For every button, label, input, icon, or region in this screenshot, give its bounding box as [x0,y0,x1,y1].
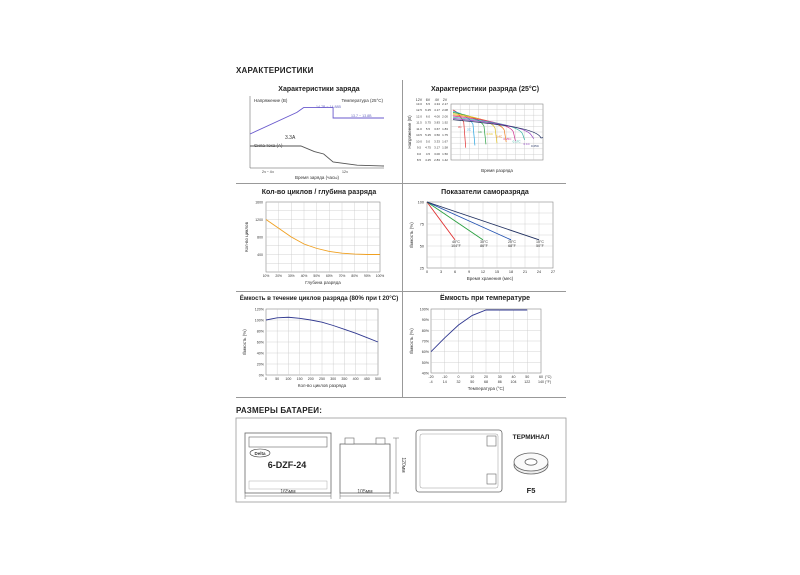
x-tick-label: -20 [428,375,434,379]
capacity-cycles-chart [236,293,402,395]
y-axis-label: Кол-во циклов [244,222,249,252]
y-axis-label: Напряжение (В) [407,115,412,149]
characteristics-heading: ХАРАКТЕРИСТИКИ [236,66,314,75]
x-tick-label: 350 [341,377,348,381]
x-tick-label: 0 [425,270,429,274]
x-tick-label: 300 [330,377,337,381]
y-tick-label: 80% [421,328,429,333]
y-tick-label: 90% [421,318,429,323]
y-tick-label: 1.83 [442,126,448,131]
x-tick-label: 30 [497,375,502,379]
series-label: 30°C [479,239,489,244]
x-tick-label: 10 [470,375,475,379]
x-tick-label: 80% [351,274,358,278]
y-tick-label: 1.67 [442,139,448,144]
x-tick-label: 450 [363,377,370,381]
series-label: 0.17C [512,139,521,144]
y-tick-label: 120% [254,307,264,312]
current-series [250,146,384,166]
y-tick-label: 1.92 [442,120,448,125]
x-tick-label: 9 [467,270,471,274]
y-tick-label: 1200 [255,218,263,222]
y-tick-label: 100% [254,318,264,323]
x-tick-label: 100% [375,274,385,278]
y-tick-label: 40% [421,371,429,376]
x-tick-label: 90% [364,274,371,278]
cycles-depth-chart [236,186,402,290]
height-label: 120мм [400,457,406,473]
y-tick-label: 1600 [255,200,263,205]
chart-title: Ёмкость в течение циклов разряда (80% при t 20°C) [239,295,399,302]
x-tick-label: 100 [285,377,292,381]
y-tick-label: 3.00 [434,151,440,156]
y-tick-label: 4.25 [425,158,431,162]
y-tick-label: 13.0 [416,102,422,106]
terminal-type: F5 [526,486,536,495]
y-tick-label: 5.5 [425,126,431,131]
y-tick-label: 3.67 [434,126,440,131]
y-tick-label: 6.0 [425,114,431,119]
y-tick-label: 9.5 [416,145,422,150]
x-tick-label: 12 [480,270,486,274]
x-tick-label: 250 [319,377,325,381]
y-tick-label: 6.25 [425,108,431,113]
x-tick-label: 20% [275,274,282,278]
x-tick-label: 150 [296,377,303,381]
x-tick-label: 40 [511,375,516,379]
y-tick-label: 1.50 [442,151,448,156]
y-tick-label: 100 [417,200,424,205]
capacity-temperature-chart [405,293,565,395]
x-tick-label: 21 [522,270,528,274]
dimensions-panel [236,418,566,502]
x-tick-label: 30% [288,274,295,278]
y-tick-label: 4.00 [434,114,440,119]
brand-logo-text: Delta [254,451,266,456]
x-tick-label: 50% [313,274,320,278]
x-axis-label: Глубина разряда [305,280,341,285]
series-label: 50°F [536,243,544,248]
y-tick-label: 80% [256,329,264,334]
y-tick-label: 4.34 [434,102,440,106]
chart-title: Показатели саморазряда [441,189,529,196]
y-tick-label: 4.75 [425,145,431,150]
series-label: 0.6C [486,132,493,137]
y-tick-label: 800 [257,235,263,240]
x-unit-label: (°F) [545,380,552,384]
battery-top-view [416,430,502,492]
y-tick-label: 10.5 [416,133,422,138]
grid-divider [236,291,566,292]
x-tick-label: 70% [338,274,346,278]
x-axis-label: Время разряда [481,168,513,173]
temperature-label: Температура (25°C) [341,98,383,103]
x-tick-label: 40% [300,274,308,278]
series-label: 0.25C [503,137,512,141]
x-tick-label: 200 [307,377,314,381]
x-tick-label: 0 [265,377,267,381]
x-axis-label: Кол-во циклов разряда [297,383,347,388]
y-tick-label: 75 [419,222,424,227]
x-tick-label: 104 [510,380,517,384]
x-tick-label: -10 [442,375,448,379]
y-tick-label: 2.08 [442,108,448,113]
y-tick-label: 12.5 [416,108,422,113]
y-tick-label: 2.83 [434,158,440,162]
y-tick-label: 25 [419,266,424,271]
current-value-label: 3.3A [285,135,296,141]
x-tick-label: 140 [538,380,544,384]
y-tick-label: 2.17 [442,102,448,106]
length-label: 165мм [280,489,296,495]
y-tick-label: 1.75 [442,133,448,138]
discharge-chart [405,82,565,182]
y-tick-label: 8.5 [416,158,422,162]
series-label: 10°C [535,239,545,244]
y-axis-label: Ёмкость (%) [409,222,414,248]
x-tick-label: 122 [524,380,531,384]
x-tick-label: 0 [457,375,460,379]
model-label: 6-DZF-24 [267,460,307,470]
voltage-label: Напряжение (В) [254,98,288,103]
y-tick-label: 9.0 [416,151,422,156]
grid-divider [236,183,566,184]
high-voltage-label: 14.7В ~ 14.88В [316,105,341,109]
series-label: 3C [457,125,462,129]
width-label: 105мм [357,489,373,495]
x-tick-label: 20 [484,375,488,379]
series-label: 20°C [507,239,517,244]
x-axis-label: Время хранения (мес) [466,276,514,281]
y-tick-label: 3.83 [434,120,440,125]
x-tick-label: 68 [484,380,488,384]
chart-title: Характеристики заряда [278,86,360,93]
y-tick-label: 1.42 [442,158,448,162]
x-axis-label: Время заряда (часы) [295,175,339,180]
x-tick-label: 500 [375,377,381,381]
y-tick-label: 5.0 [425,139,431,144]
series-label: 0.05C [530,144,539,149]
y-tick-label: 1.58 [442,145,448,150]
terminal-title: ТЕРМИНАЛ [512,434,550,441]
x-tick-label: 50 [470,380,475,384]
float-voltage-label: 13.7 ~ 13.8В [351,114,372,118]
y-tick-label: 4.17 [434,108,440,113]
y-tick-label: 5.75 [425,120,431,125]
series-label: 40°C [451,239,461,244]
chart-title: Кол-во циклов / глубина разряда [261,189,377,196]
y-tick-label: 12.0 [416,114,422,119]
series-label: 0.4C [495,134,503,139]
battery-front-view [245,433,331,499]
current-label: Сила тока (А) [254,143,283,148]
time-tick: 2ч ~ 4ч [262,170,274,174]
y-tick-label: 3.33 [434,139,440,144]
x-tick-label: -4 [429,380,433,384]
y-tick-label: 5.25 [425,133,431,138]
self-discharge-chart [405,186,565,290]
column-header: 6V [425,98,431,102]
battery-side-view [340,438,406,499]
grid-divider [402,80,403,397]
y-tick-label: 40% [256,351,264,356]
y-tick-label: 3.17 [434,145,440,150]
x-tick-label: 6 [453,270,457,274]
y-tick-label: 3.50 [434,133,440,138]
y-tick-label: 60% [421,350,429,355]
x-tick-label: 32 [456,380,461,384]
y-tick-label: 20% [256,362,264,367]
y-tick-label: 10.0 [416,139,422,144]
y-tick-label: 400 [257,253,263,257]
x-tick-label: 27 [550,270,556,274]
grid-divider [236,397,566,398]
series-label: 2C [467,127,471,132]
series-label: 68°F [508,243,516,248]
column-header: 4V [434,98,440,102]
y-axis-label: Ёмкость (%) [242,329,247,355]
y-tick-label: 4.5 [425,151,431,156]
x-tick-label: 24 [536,270,542,274]
column-header: 2V [442,98,448,102]
chart-title: Характеристики разряда (25°C) [430,86,540,93]
y-tick-label: 2.00 [442,114,448,119]
x-tick-label: 15 [494,270,500,274]
x-tick-label: 3 [439,270,443,274]
x-tick-label: 400 [352,377,359,381]
y-tick-label: 100% [419,307,429,312]
x-unit-label: (°C) [545,375,552,379]
x-tick-label: 14 [442,380,447,384]
column-header: 12V [415,98,423,102]
x-tick-label: 10% [262,274,270,278]
y-tick-label: 11.5 [416,120,422,125]
series-label: 86°F [480,243,488,248]
y-tick-label: 50 [419,244,424,249]
series-label: 104°F [451,243,461,248]
y-tick-label: 70% [421,339,429,344]
time-tick: 12ч [342,170,348,174]
x-tick-label: 86 [497,380,502,384]
series-label: 0.1C [523,141,530,146]
y-tick-label: 6.5 [425,102,431,106]
dimensions-heading: РАЗМЕРЫ БАТАРЕИ: [236,406,323,415]
voltage-series [250,108,384,134]
x-axis-label: Температура (°C) [467,386,505,391]
x-tick-label: 50 [525,375,530,379]
charge-chart [236,82,402,182]
x-tick-label: 60% [326,274,333,278]
y-axis-label: Ёмкость (%) [409,328,414,354]
y-tick-label: 60% [256,340,264,345]
chart-title: Ёмкость при температуре [439,295,531,302]
x-tick-label: 18 [508,270,514,274]
x-tick-label: 60 [539,375,543,379]
y-tick-label: 0% [258,373,264,378]
x-tick-label: 50 [275,377,280,381]
y-tick-label: 50% [421,360,429,365]
y-tick-label: 11.0 [416,126,422,131]
series-label: 1C [478,129,482,134]
